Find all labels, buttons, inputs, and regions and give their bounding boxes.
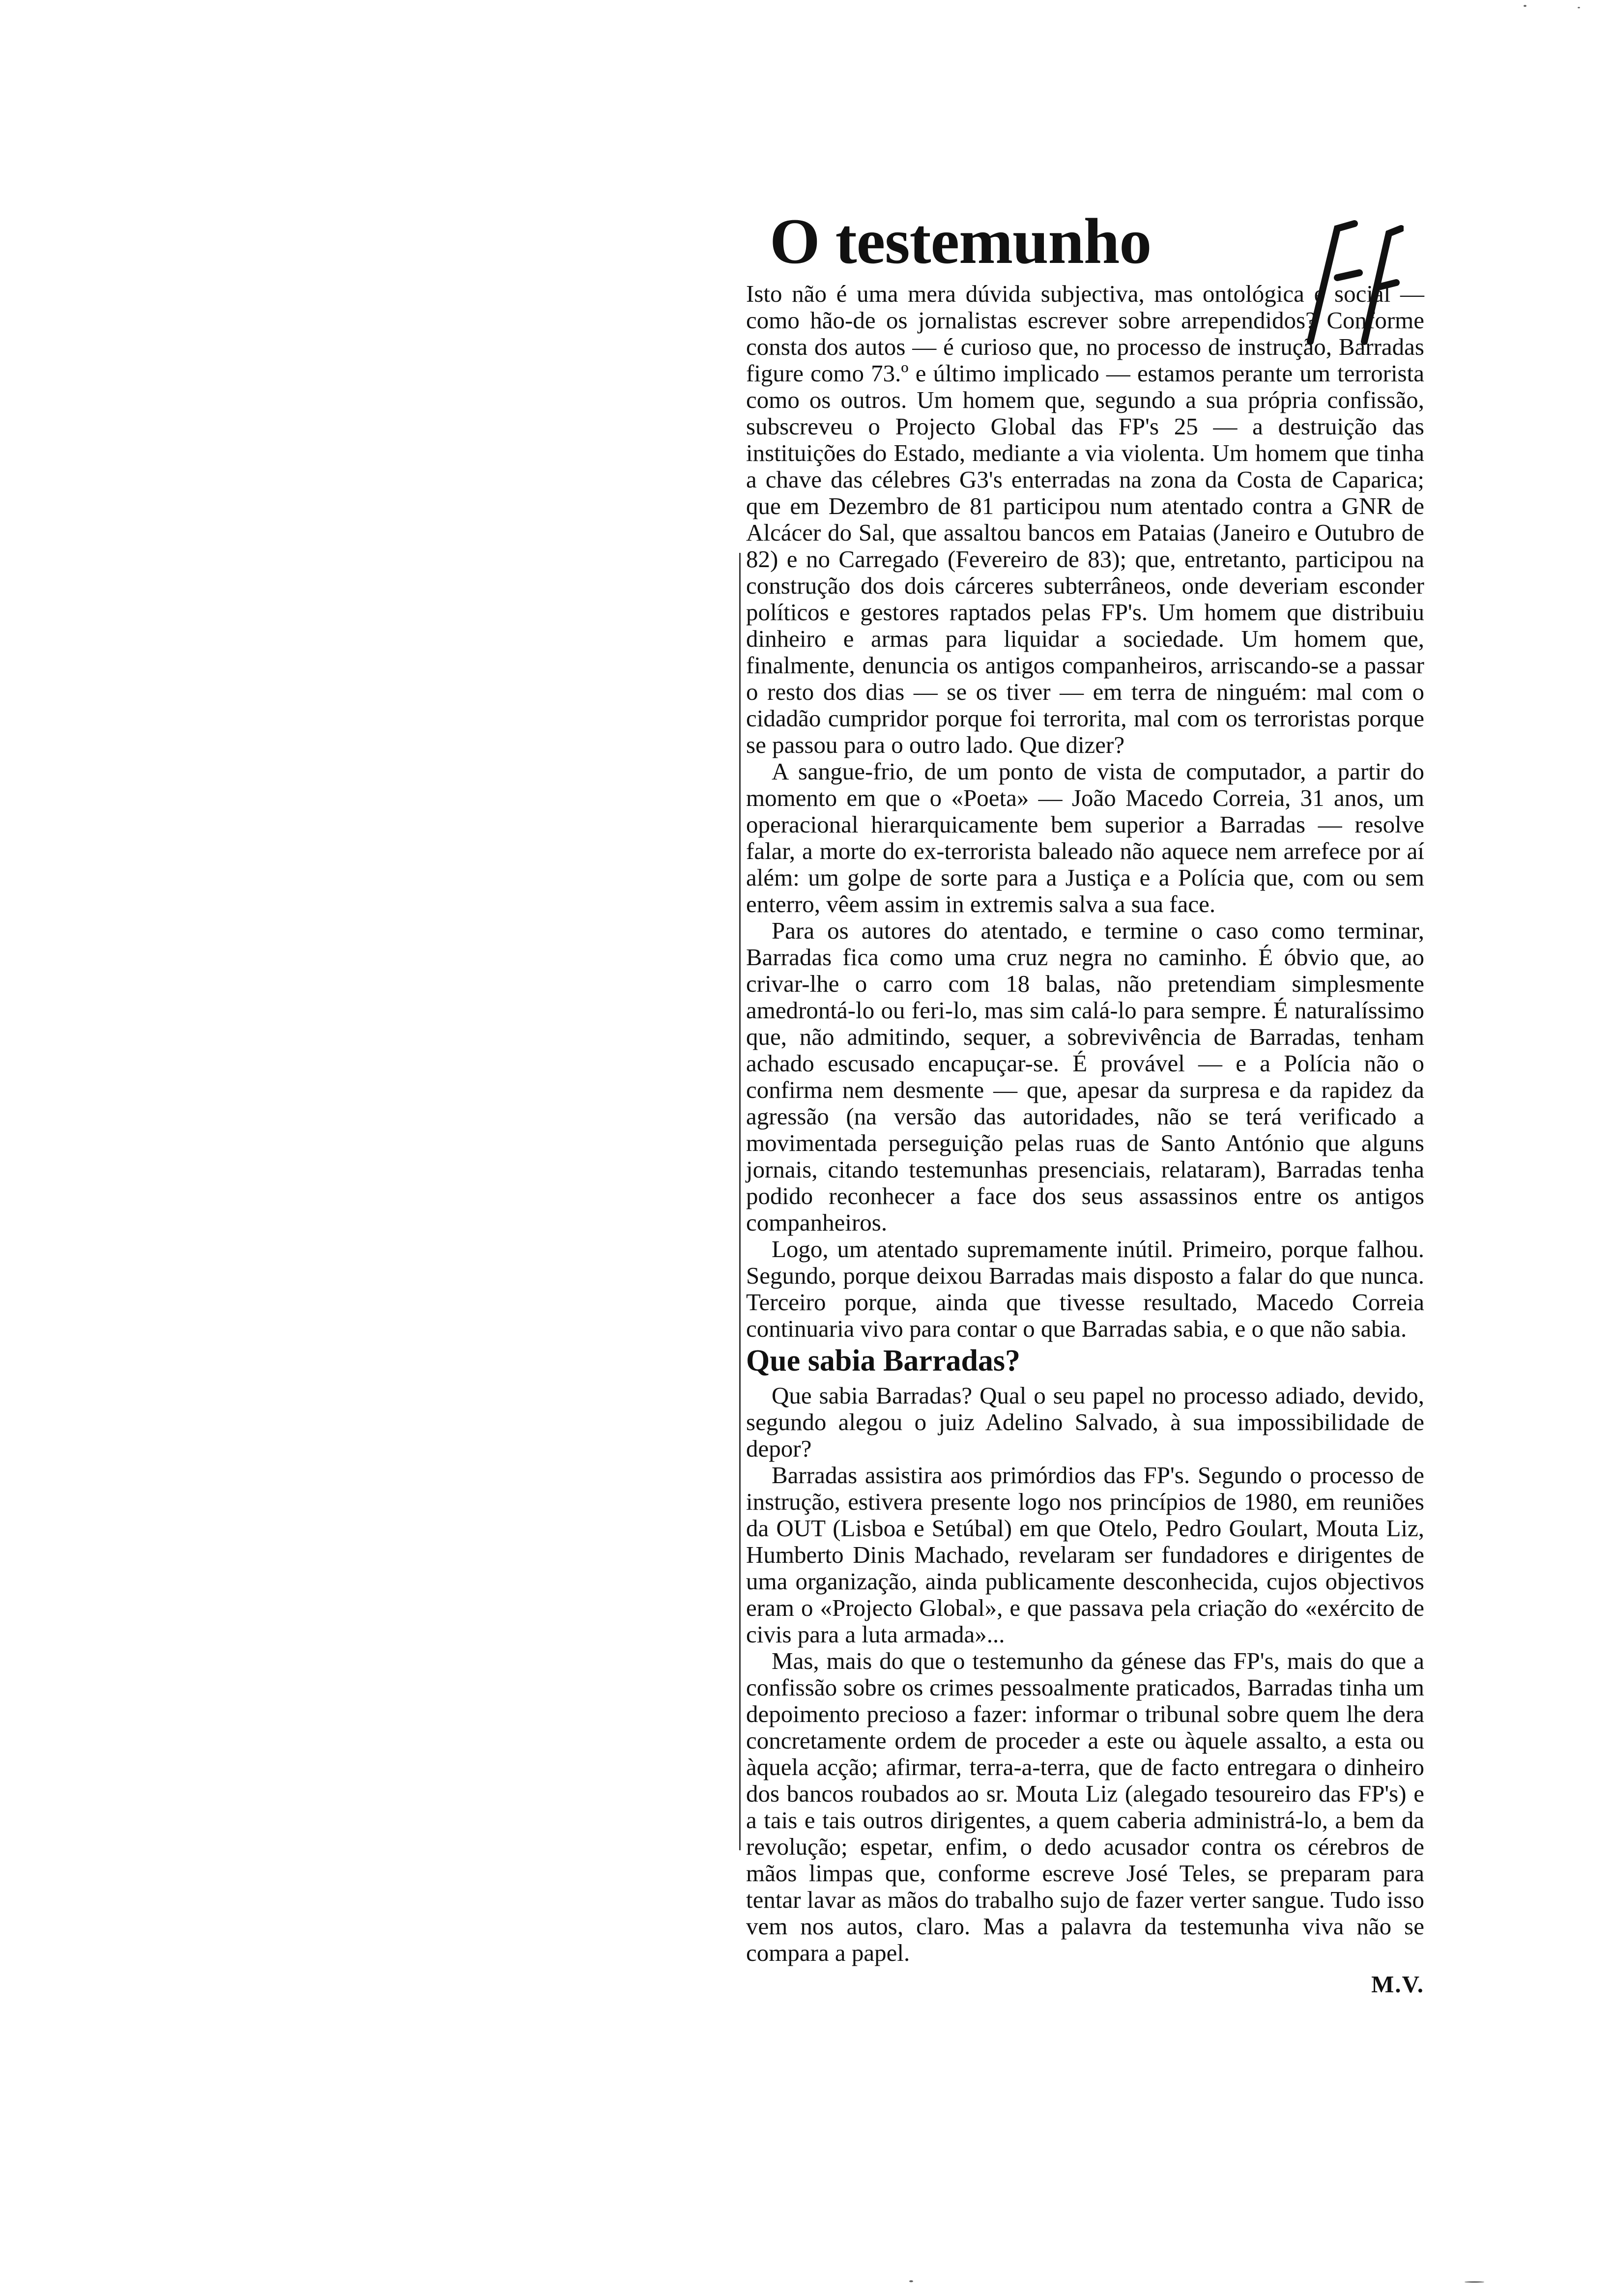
newspaper-clipping [746,205,1424,1998]
scan-speck [909,2280,913,2282]
scan-speck [1465,2281,1484,2283]
margin-rule-upper [739,553,741,1585]
headline: O testemunho [770,205,1151,277]
paragraph-6: Barradas assistira aos primórdios das FP's. Segundo o processo de instrução, estivera presente logo nos princípios de 1980, em reuniões da OUT (Lisboa e Setúbal) em que Otelo, Pedro Goulart, Mouta Liz, Humberto Dinis Machado, revelaram ser fundadores e dirigentes de uma organização, ainda publicamente desconhecida, cujos objectivos eram o «Projecto Global», e que passava pela criação do «exército de civis para a luta armada»... [746,1462,1424,1648]
subheading: Que sabia Barradas? [746,1344,1021,1378]
paragraph-1: Isto não é uma mera dúvida subjectiva, mas ontológica e social — como hão-de os jornalistas escrever sobre arrependidos? Conforme consta dos autos — é curioso que, no processo de instrução, Barradas figure como 73.º e último implicado — estamos perante um terrorista como os outros. Um homem que, segundo a sua própria confissão, subscreveu o Projecto Global das FP's 25 — a destruição das instituições do Estado, mediante a via violenta. Um homem que tinha a chave das célebres G3's enterradas na zona da Costa de Caparica; que em Dezembro de 81 participou num atentado contra a GNR de Alcácer do Sal, que assaltou bancos em Pataias (Janeiro e Outubro de 82) e no Carregado (Fevereiro de 83); que, entretanto, participou na construção dos dois cárceres subterrâneos, onde deveriam esconder políticos e gestores raptados pelas FP's. Um homem que distribuiu dinheiro e armas para liquidar a sociedade. Um homem que, finalmente, denuncia os antigos companheiros, arriscando-se a passar o resto dos dias — se os tiver — em terra de ninguém: mal com o cidadão cumpridor porque foi terrorita, mal com os terroristas porque se passou para o outro lado. Que dizer? [746,280,1424,758]
paragraph-5: Que sabia Barradas? Qual o seu papel no processo adiado, devido, segundo alegou o juiz Adelino Salvado, à sua impossibilidade de depor? [746,1382,1424,1462]
scan-speck [1578,7,1580,8]
paragraph-2: A sangue-frio, de um ponto de vista de computador, a partir do momento em que o «Poeta» — João Macedo Correia, 31 anos, um operacional hierarquicamente bem superior a Barradas — resolve falar, a morte do ex-terrorista baleado não aquece nem arrefece por aí além: um golpe de sorte para a Justiça e a Polícia que, com ou sem enterro, vêem assim in extremis salva a sua face. [746,758,1424,918]
author-signature: M.V. [1371,1971,1424,1998]
margin-rule-lower [739,1585,741,1850]
article-body [746,281,1424,1966]
handwritten-mark [1291,219,1404,346]
paragraph-7: Mas, mais do que o testemunho da génese das FP's, mais do que a confissão sobre os crimes pessoalmente praticados, Barradas tinha um depoimento precioso a fazer: informar o tribunal sobre quem lhe dera concretamente ordem de proceder a este ou àquele assalto, a esta ou àquela acção; afirmar, terra-a-terra, que de facto entregara o dinheiro dos bancos roubados ao sr. Mouta Liz (alegado tesoureiro das FP's) e a tais e tais outros dirigentes, a quem caberia administrá-lo, a bem da revolução; espetar, enfim, o dedo acusador contra os cérebros de mãos limpas que, conforme escreve José Teles, se preparam para tentar lavar as mãos do trabalho sujo de fazer verter sangue. Tudo isso vem nos autos, claro. Mas a palavra da testemunha viva não se compara a papel. [746,1647,1424,1966]
paragraph-3: Para os autores do atentado, e termine o caso como terminar, Barradas fica como uma cruz negra no caminho. É óbvio que, ao crivar-lhe o carro com 18 balas, não pretendiam simplesmente amedrontá-lo ou feri-lo, mas sim calá-lo para sempre. É naturalíssimo que, não admitindo, sequer, a sobrevivência de Barradas, tenham achado escusado encapuçar-se. É provável — e a Polícia não o confirma nem desmente — que, apesar da surpresa e da rapidez da agressão (na versão das autoridades, não se terá verificado a movimentada perseguição pelas ruas de Santo António que alguns jornais, citando testemunhas presenciais, relataram), Barradas tenha podido reconhecer a face dos seus assassinos entre os antigos companheiros. [746,917,1424,1236]
scan-speck [1524,5,1526,7]
paragraph-4: Logo, um atentado supremamente inútil. Primeiro, porque falhou. Segundo, porque deixou Barradas mais disposto a falar do que nunca. Terceiro porque, ainda que tivesse resultado, Macedo Correia continuaria vivo para contar o que Barradas sabia, e o que não sabia. [746,1235,1424,1342]
